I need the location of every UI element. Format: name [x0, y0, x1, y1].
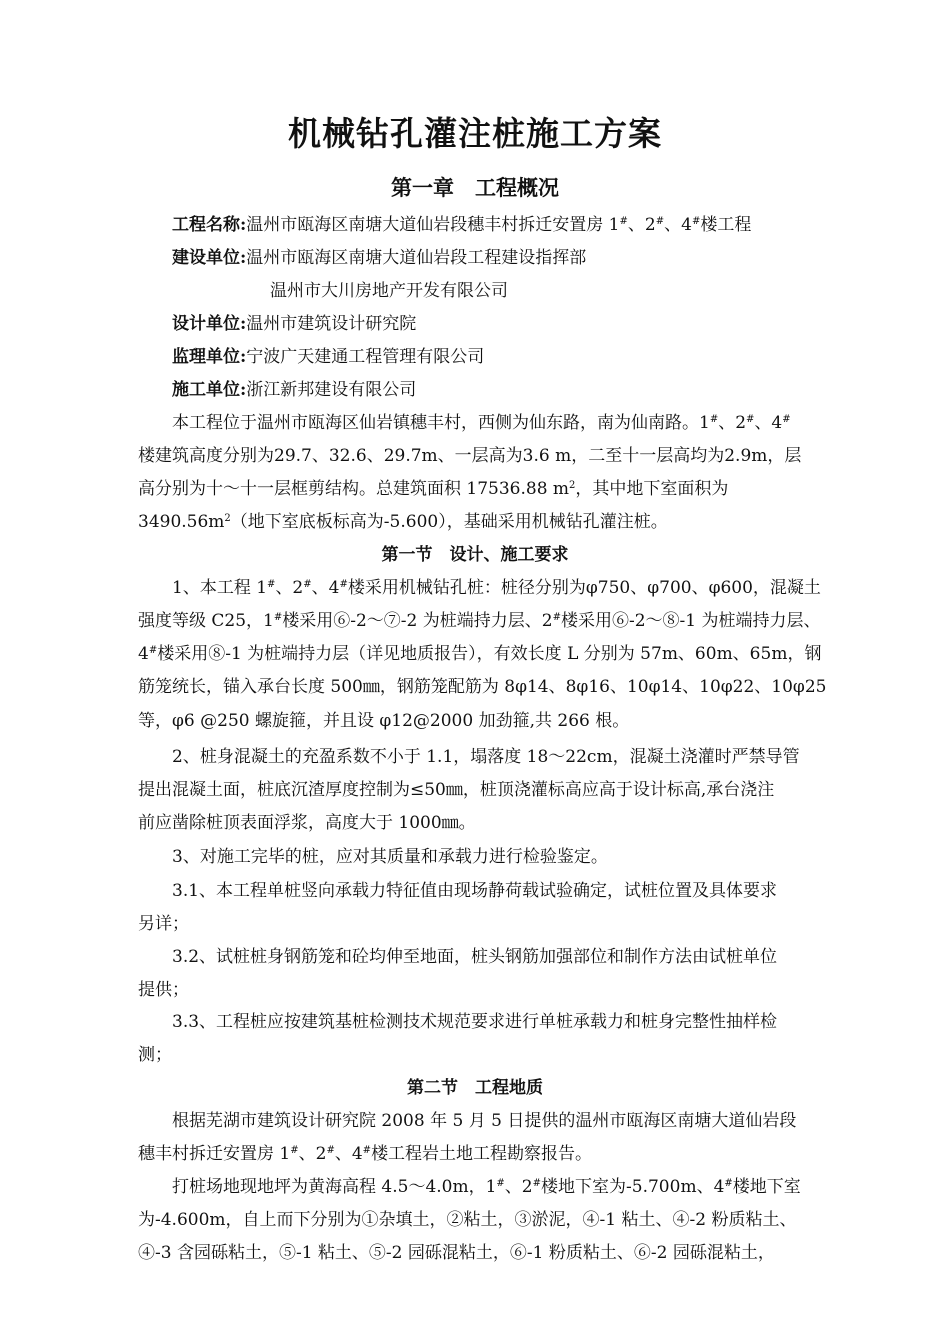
- req-line-15: 测；: [138, 1045, 172, 1065]
- req-line-5: 等，φ6 @250 螺旋箍，并且设 φ12@2000 加劲箍,共 266 根。: [138, 711, 630, 731]
- contractor-label: 施工单位:: [172, 380, 247, 400]
- sup-mark: #: [724, 1178, 733, 1189]
- project-name-value-c: 、4: [664, 215, 692, 235]
- text-run: 本工程位于温州市瓯海区仙岩镇穗丰村，西侧为仙东路，南为仙南路。1: [172, 413, 710, 433]
- text-run: 3490.56m: [138, 512, 225, 532]
- text-run: 强度等级 C25，1: [138, 611, 274, 631]
- text-run: 楼地下室: [732, 1177, 801, 1197]
- text-run: 打桩场地现地坪为黄海高程 4.5～4.0m，1: [172, 1177, 497, 1197]
- project-name-value-a: 温州市瓯海区南塘大道仙岩段穗丰村拆迁安置房 1: [246, 215, 620, 235]
- overview-line-1: [172, 408, 791, 433]
- req-line-8: 前应凿除桩顶表面浮浆，高度大于 1000㎜。: [138, 813, 476, 833]
- sup-square: 2: [569, 480, 576, 491]
- req-line-9: 3、对施工完毕的桩，应对其质量和承载力进行检验鉴定。: [172, 847, 608, 867]
- builder-value-2: 温州市大川房地产开发有限公司: [270, 281, 508, 301]
- req-line-6: 2、桩身混凝土的充盈系数不小于 1.1，塌落度 18～22cm，混凝土浇灌时严禁导管: [172, 747, 800, 767]
- sup-mark: #: [746, 414, 755, 425]
- chapter-heading: 第一章 工程概况: [391, 175, 559, 200]
- req-line-11: 另详；: [138, 914, 189, 934]
- geo-line-5: ④-3 含园砾粘土，⑤-1 粘土、⑤-2 园砾混粘土，⑥-1 粉质粘土、⑥-2 园砾混粘土，: [138, 1243, 775, 1263]
- project-name-value-b: 、2: [627, 215, 656, 235]
- geo-line-4: 为-4.600m，自上而下分别为①杂填土，②粘土，③淤泥，④-1 粘土、④-2 粉质粘土、: [138, 1210, 797, 1230]
- text-run: 4: [138, 644, 149, 664]
- contractor-row: [172, 375, 416, 400]
- overview-line-3: [138, 474, 728, 499]
- section-2-heading: 第二节 工程地质: [407, 1078, 543, 1098]
- req-line-13: 提供；: [138, 980, 189, 1000]
- text-run: 、4: [311, 578, 340, 598]
- text-run: 高分别为十～十一层框剪结构。总建筑面积 17536.88 m: [138, 479, 570, 499]
- contractor-value: 浙江新邦建设有限公司: [246, 380, 417, 400]
- sup-mark: #: [339, 579, 348, 590]
- overview-line-2: 楼建筑高度分别为29.7、32.6、29.7m、一层高为3.6 m，二至十一层高均为2.9m，层: [138, 446, 802, 466]
- text-run: 穗丰村拆迁安置房 1: [138, 1144, 291, 1164]
- text-run: 、4: [334, 1144, 363, 1164]
- sup-mark: #: [691, 216, 701, 227]
- text-run: 、2: [718, 413, 747, 433]
- sup-mark: #: [619, 216, 628, 227]
- sup-mark: #: [326, 1145, 335, 1156]
- designer-label: 设计单位:: [172, 314, 247, 334]
- sup-mark: #: [273, 612, 283, 623]
- project-name-value-d: 楼工程: [700, 215, 752, 235]
- project-name-label: 工程名称:: [172, 215, 247, 235]
- supervisor-label: 监理单位:: [172, 347, 247, 367]
- builder-row-2: [270, 276, 508, 301]
- req-line-12: 3.2、试桩桩身钢筋笼和砼均伸至地面，桩头钢筋加强部位和制作方法由试桩单位: [172, 947, 778, 967]
- builder-label: 建设单位:: [172, 248, 247, 268]
- sup-mark: #: [552, 612, 561, 623]
- builder-value-1: 温州市瓯海区南塘大道仙岩段工程建设指挥部: [246, 248, 587, 268]
- text-run: 楼采用机械钻孔桩：桩径分别为φ750、φ700、φ600，混凝土: [347, 578, 821, 598]
- sup-mark: #: [362, 1145, 372, 1156]
- sup-mark: #: [148, 645, 158, 656]
- req-line-3: [138, 639, 821, 664]
- section-1-heading: 第一节 设计、施工要求: [381, 545, 569, 565]
- req-line-10: 3.1、本工程单桩竖向承载力特征值由现场静荷载试验确定，试桩位置及具体要求: [172, 881, 778, 901]
- supervisor-row: [172, 342, 484, 367]
- sup-mark: #: [303, 579, 312, 590]
- sup-mark: #: [782, 414, 791, 425]
- req-line-1: [172, 573, 821, 598]
- sup-square: 2: [224, 513, 231, 524]
- overview-line-4: [138, 507, 668, 532]
- text-run: 楼采用⑧-1 为桩端持力层（详见地质报告），有效长度 L 分别为 57m、60m、65m，钢: [157, 644, 822, 664]
- sup-mark: #: [290, 1145, 299, 1156]
- sup-mark: #: [532, 1178, 542, 1189]
- text-run: 楼地下室为-5.700m、4: [541, 1177, 725, 1197]
- geo-line-2: [138, 1139, 592, 1164]
- text-run: ，其中地下室面积为: [575, 479, 729, 499]
- text-run: 、2: [504, 1177, 533, 1197]
- geo-line-3: [172, 1172, 801, 1197]
- text-run: 楼采用⑥-2～⑧-1 为桩端持力层、: [560, 611, 821, 631]
- text-run: （地下室底板标高为-5.600），基础采用机械钻孔灌注桩。: [230, 512, 668, 532]
- supervisor-value: 宁波广天建通工程管理有限公司: [246, 347, 485, 367]
- sup-mark: #: [267, 579, 276, 590]
- text-run: 楼采用⑥-2～⑦-2 为桩端持力层、2: [282, 611, 553, 631]
- req-line-4: 筋笼统长，锚入承台长度 500㎜，钢筋笼配筋为 8φ14、8φ16、10φ14、10φ22、10φ25: [138, 677, 827, 697]
- designer-value: 温州市建筑设计研究院: [246, 314, 417, 334]
- project-name-row: [172, 210, 751, 235]
- builder-row: [172, 243, 586, 268]
- text-run: 、2: [298, 1144, 327, 1164]
- sup-mark: #: [496, 1178, 505, 1189]
- document-title: 机械钻孔灌注桩施工方案: [288, 114, 662, 153]
- geo-line-1: 根据芜湖市建筑设计研究院 2008 年 5 月 5 日提供的温州市瓯海区南塘大道仙岩段: [172, 1111, 797, 1131]
- req-line-2: [138, 606, 821, 631]
- sup-mark: #: [655, 216, 665, 227]
- sup-mark: #: [709, 414, 719, 425]
- req-line-14: 3.3、工程桩应按建筑基桩检测技术规范要求进行单桩承载力和桩身完整性抽样检: [172, 1012, 778, 1032]
- req-line-7: 提出混凝土面，桩底沉渣厚度控制为≤50㎜，桩顶浇灌标高应高于设计标高,承台浇注: [138, 780, 775, 800]
- text-run: 、2: [275, 578, 304, 598]
- text-run: 1、本工程 1: [172, 578, 268, 598]
- designer-row: [172, 309, 416, 334]
- text-run: 、4: [754, 413, 783, 433]
- text-run: 楼工程岩土地工程勘察报告。: [371, 1144, 593, 1164]
